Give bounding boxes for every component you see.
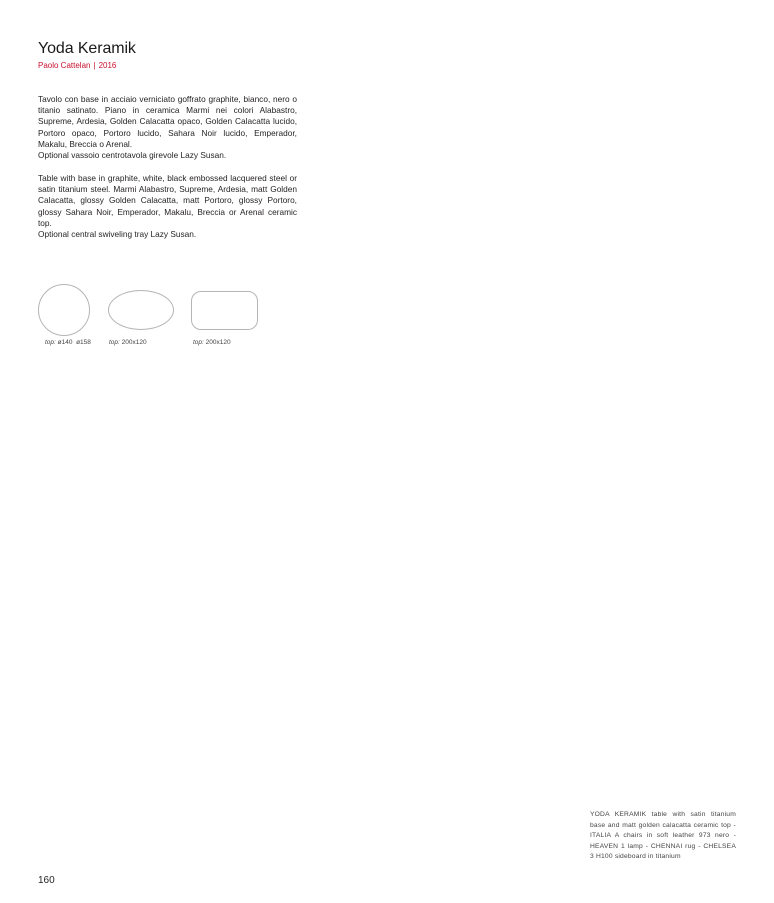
description-english-optional: Optional central swiveling tray Lazy Susan. bbox=[38, 229, 197, 240]
description-italian-body: Tavolo con base in acciaio verniciato goffrato graphite, bianco, nero o titanio satinato. Piano in ceramica Marmi nei colori Alabastro, Supreme, Ardesia, Golden Calacatta opaco, Golden Calacatta lucido, Portoro opaco, Portoro lucido, Sahara Noir lucido, Emperador, Makalu, Breccia o Arenal. bbox=[38, 94, 297, 149]
product-title: Yoda Keramik bbox=[38, 40, 136, 57]
top-size: ø140 ø158 bbox=[57, 339, 91, 346]
photo-caption: YODA KERAMIK table with satin titanium base and matt golden calacatta ceramic top - ITALIA A chairs in soft leather 973 nero - HEAVEN 1 lamp - CHENNAI rug - CHELSEA 3 H100 sideboard in titanium bbox=[590, 811, 736, 861]
product-byline bbox=[38, 61, 116, 70]
design-year: 2016 bbox=[98, 61, 117, 70]
description-english-body: Table with base in graphite, white, black embossed lacquered steel or satin titanium steel. Marmi Alabastro, Supreme, Ardesia, matt Golden Calacatta, glossy Golden Calacatta, matt Portoro, glossy Portoro, glossy Sahara Noir, Emperador, Makalu, Breccia or Arenal ceramic top. bbox=[38, 173, 297, 228]
round-top-caption bbox=[45, 339, 91, 346]
description-english bbox=[38, 173, 297, 240]
page-number: 160 bbox=[38, 875, 55, 886]
rounded-rectangle-top-caption bbox=[193, 339, 231, 346]
description-italian-optional: Optional vassoio centrotavola girevole Lazy Susan. bbox=[38, 150, 227, 161]
top-label: top: bbox=[193, 339, 204, 346]
description-italian bbox=[38, 94, 297, 161]
oval-top-caption bbox=[109, 339, 147, 346]
oval-top-outline bbox=[108, 290, 174, 330]
designer-name: Paolo Cattelan bbox=[38, 61, 91, 70]
top-label: top: bbox=[45, 339, 56, 346]
round-top-outline bbox=[38, 284, 90, 336]
top-label: top: bbox=[109, 339, 120, 346]
byline-separator: | bbox=[93, 61, 96, 70]
rounded-rectangle-top-outline bbox=[191, 291, 258, 330]
top-size: 200x120 bbox=[121, 339, 147, 346]
top-size: 200x120 bbox=[205, 339, 231, 346]
